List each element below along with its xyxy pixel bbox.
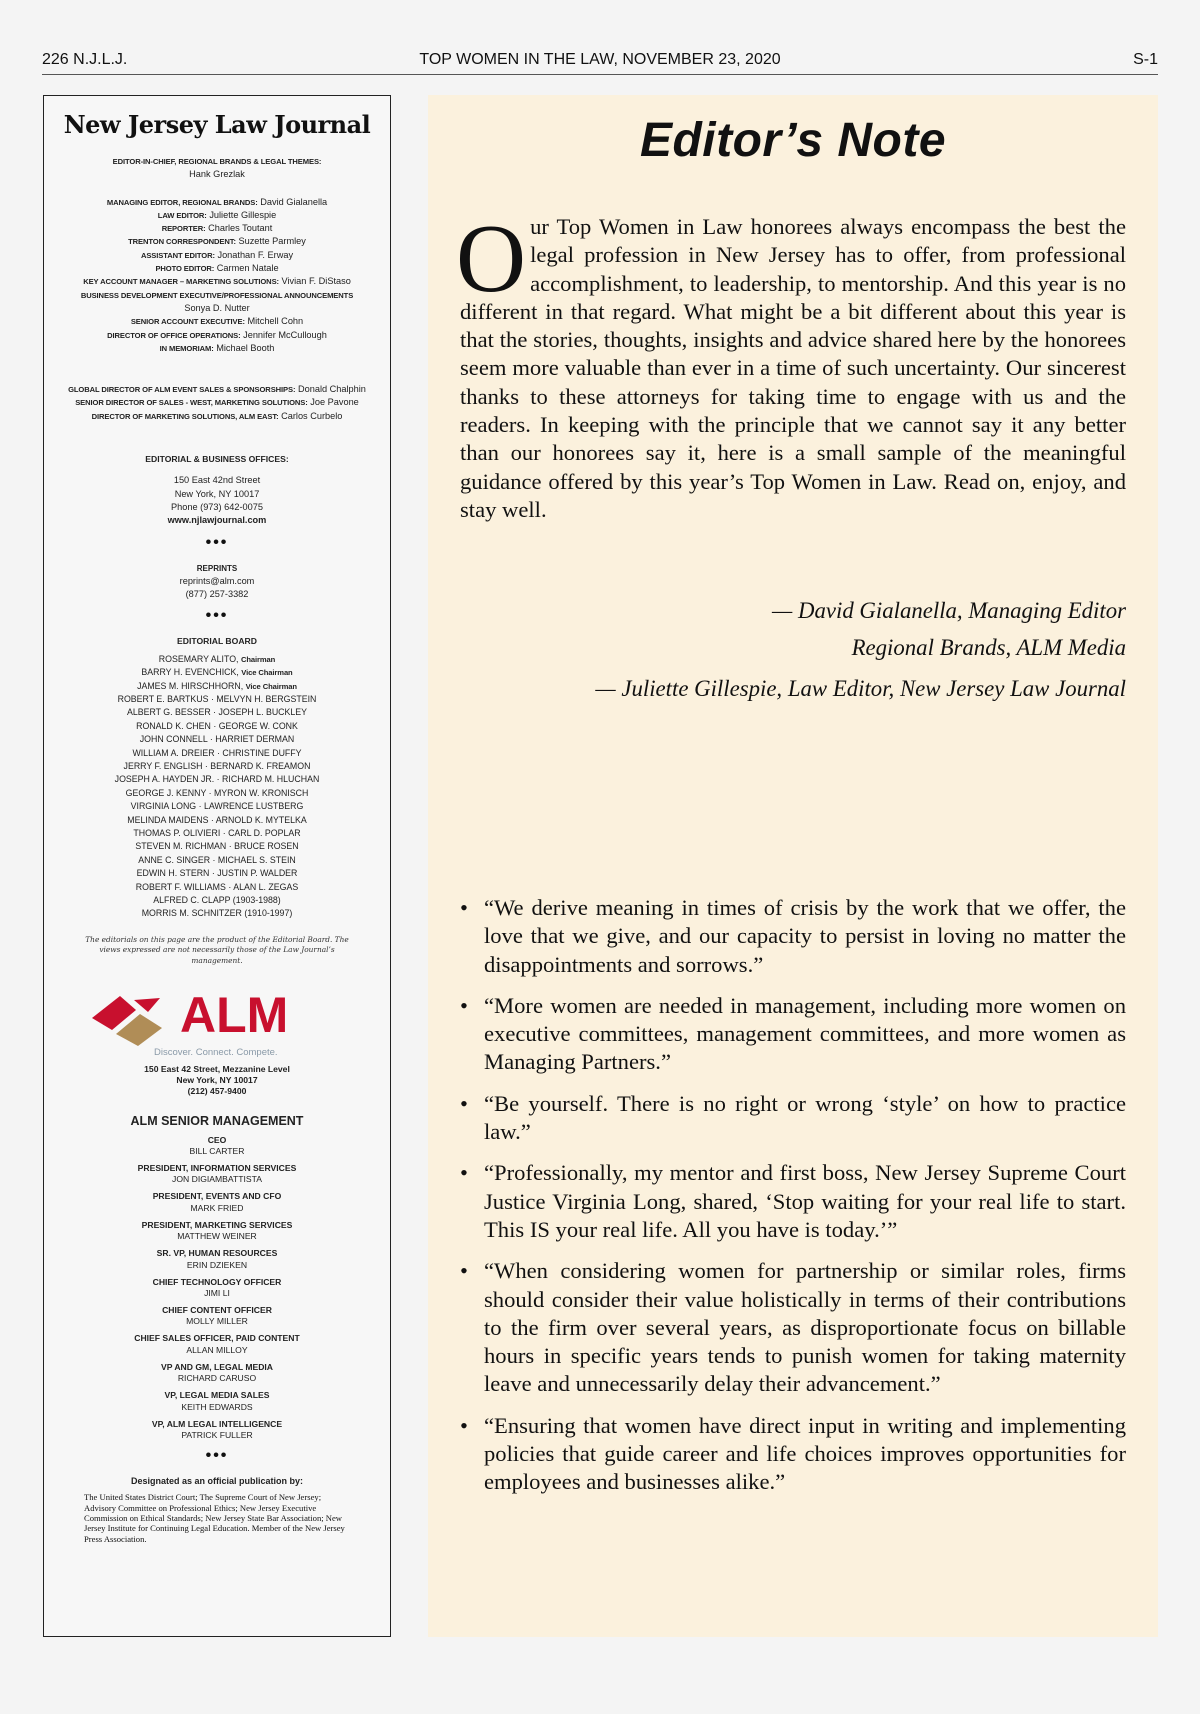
masthead-sidebar xyxy=(43,95,391,1637)
offices-address: 150 East 42nd Street xyxy=(173,475,261,486)
signature-line: — Juliette Gillespie, Law Editor, New Jersey Law Journal xyxy=(595,676,1126,701)
staff-entry: MANAGING EDITOR, REGIONAL BRANDS: David Gialanella xyxy=(106,196,328,207)
issue-title: TOP WOMEN IN THE LAW, NOVEMBER 23, 2020 xyxy=(419,51,781,68)
alm-logo xyxy=(44,988,390,1058)
staff-entry: REPORTER: Charles Toutant xyxy=(161,223,273,234)
offices-phone: Phone (973) 642-0075 xyxy=(171,501,263,512)
sales-staff-list xyxy=(44,383,390,423)
board-members: RONALD K. CHEN · GEORGE W. CONK xyxy=(136,720,298,731)
reprints-block xyxy=(44,562,390,602)
board-members: JOSEPH A. HAYDEN JR. · RICHARD M. HLUCHAN xyxy=(114,774,320,785)
list-item: • “Be yourself. There is no right or wrong ‘style’ on how to practice law.” xyxy=(460,1090,1126,1145)
staff-entry: PHOTO EDITOR: Carmen Natale xyxy=(155,263,279,274)
page-number-left: 226 N.J.L.J. xyxy=(42,51,128,68)
masthead-logo: New Jersey Law Journal xyxy=(63,110,371,139)
signature-line: — David Gialanella, Managing Editor xyxy=(772,598,1126,623)
board-members: VIRGINIA LONG · LAWRENCE LUSTBERG xyxy=(130,801,304,812)
staff-entry: GLOBAL DIRECTOR OF ALM EVENT SALES & SPONSORSHIPS: Donald Chalphin xyxy=(68,384,366,395)
staff-entry: IN MEMORIAM: Michael Booth xyxy=(159,342,275,353)
page-title: Editor’s Note xyxy=(639,114,947,167)
board-members: JOHN CONNELL · HARRIET DERMAN xyxy=(139,734,295,745)
editors-note-body xyxy=(456,205,1126,524)
board-members: ROBERT F. WILLIAMS · ALAN L. ZEGAS xyxy=(135,881,299,892)
alm-management: ALM SENIOR MANAGEMENT CEO BILL CARTER PRESIDENT, INFORMATION SERVICES JON DIGIAMBATTISTA PRESIDENT, EVENTS AND CFO MARK FRIED PRESIDENT, MARKETING SERVICES MATTHEW WEINER SR. VP, HUMAN RESOURCES ERIN DZIEKEN CHIEF TECHNOLOGY OFFICER JIMI LI CHIEF CONTENT OFFICER MOLLY MILLER CHIEF SALES OFFICER, PAID CONTENT ALLAN MILLOY VP AND GM, LEGAL MEDIA RICHARD CARUSO VP, LEGAL MEDIA SALES KEITH EDWARDS VP, ALM LEGAL INTELLIGENCE PATRICK FULLER xyxy=(44,1115,390,1441)
board-members: WILLIAM A. DREIER · CHRISTINE DUFFY xyxy=(132,747,302,758)
list-item: • “Ensuring that women have direct input in writing and implementing policies that guide career and life choices improves opportunities for employees and businesses alike.” xyxy=(460,1412,1126,1495)
logo-red-accent xyxy=(134,998,160,1012)
reprints-email[interactable]: reprints@alm.com xyxy=(179,575,255,586)
board-members: ROBERT E. BARTKUS · MELVYN H. BERGSTEIN xyxy=(117,693,317,704)
editors-note-panel xyxy=(428,95,1158,1637)
staff-entry: TRENTON CORRESPONDENT: Suzette Parmley xyxy=(128,236,306,247)
board-members: ANNE C. SINGER · MICHAEL S. STEIN xyxy=(138,854,296,865)
separator-dots: ••• xyxy=(205,1447,229,1465)
page-number-right: S-1 xyxy=(1133,51,1158,68)
reprints-label: REPRINTS xyxy=(196,563,238,573)
signature-line: Regional Brands, ALM Media xyxy=(851,635,1126,660)
board-memorial: ALFRED C. CLAPP (1903-1988) xyxy=(153,895,281,906)
board-members: STEVEN M. RICHMAN · BRUCE ROSEN xyxy=(135,841,299,852)
list-item: • “We derive meaning in times of crisis by the work that we offer, the love that we give, and our capacity to persist in loving no matter the disappointments and sorrows.” xyxy=(460,895,1126,977)
staff-entry: KEY ACCOUNT MANAGER – MARKETING SOLUTIONS: Vivian F. DiStaso xyxy=(83,276,351,287)
staff-list xyxy=(44,155,390,355)
board-members: EDWIN H. STERN · JUSTIN P. WALDER xyxy=(136,868,298,879)
offices-city: New York, NY 10017 xyxy=(174,488,260,499)
board-disclaimer: The editorials on this page are the product of the Editorial Board. The views expressed are not necessarily those of the Law Journal’s management. xyxy=(85,934,349,965)
reprints-phone: (877) 257-3382 xyxy=(185,589,249,600)
management-title: ALM SENIOR MANAGEMENT xyxy=(130,1114,304,1129)
separator-dots: ••• xyxy=(205,607,229,625)
list-item: • “More women are needed in management, including more women on executive committees, management committees, and more women as Managing Partners.” xyxy=(460,992,1126,1075)
staff-entry: ASSISTANT EDITOR: Jonathan F. Erway xyxy=(140,249,294,260)
designated-text: The United States District Court; The Supreme Court of New Jersey; Advisory Committee on Professional Ethics; New Jersey Executive Commission on Ethical Standards; New Jersey State Bar Association; New Jersey Institute for Continuing Legal Education. Member of the New Jersey Press Association. xyxy=(84,1492,345,1544)
editorial-board xyxy=(44,635,390,920)
board-memorial: MORRIS M. SCHNITZER (1910-1997) xyxy=(141,908,293,919)
board-members: GEORGE J. KENNY · MYRON W. KRONISCH xyxy=(125,787,309,798)
staff-entry: LAW EDITOR: Juliette Gillespie xyxy=(157,209,277,220)
alm-tagline: Discover. Connect. Compete. xyxy=(154,1047,278,1059)
separator-dots: ••• xyxy=(205,533,229,551)
list-item: • “When considering women for partnership or similar roles, firms should consider their value holistically in terms of their contributions to the firm over several years, as disproportionate focus on billable hours in specific years tends to punish women for taking maternity leave and unnecessarily delay their advancement.” xyxy=(460,1258,1126,1397)
staff-entry: SENIOR ACCOUNT EXECUTIVE: Mitchell Cohn xyxy=(130,316,304,327)
board-vice-chair: BARRY H. EVENCHICK, Vice Chairman xyxy=(141,667,293,678)
board-label: EDITORIAL BOARD xyxy=(177,636,257,647)
body-paragraph: ur Top Women in Law honorees always encompass the best the legal profession in New Jersey has to offer, from professional accomplishment, to leadership, to mentorship. And this year is no different in that regard. What might be a bit different about this year is that the stories, thoughts, insights and advice shared here by the honorees seem more valuable than ever in a time of such uncertainty. Our sincerest thanks to these attorneys for taking time to engage with us and the readers. In keeping with the principle that we cannot say it any better than our honorees say it, here is a small sample of the meaningful guidance offered by this year’s Top Women in Law. Read on, enjoy, and stay well. xyxy=(460,214,1126,522)
alm-address: 150 East 42 Street, Mezzanine Level New York, NY 10017 (212) 457-9400 xyxy=(144,1064,290,1097)
designated-title: Designated as an official publication by: xyxy=(130,1476,304,1487)
quotes-list xyxy=(460,894,1126,1510)
board-vice-chair: JAMES M. HIRSCHHORN, Vice Chairman xyxy=(137,680,297,691)
drop-cap: O xyxy=(456,205,527,312)
staff-entry: DIRECTOR OF MARKETING SOLUTIONS, ALM EAST: Carlos Curbelo xyxy=(91,410,343,421)
board-members: ALBERT G. BESSER · JOSEPH L. BUCKLEY xyxy=(126,707,308,718)
offices-label: EDITORIAL & BUSINESS OFFICES: xyxy=(145,454,289,465)
offices-block xyxy=(44,453,390,527)
board-chair: ROSEMARY ALITO, Chairman xyxy=(158,653,276,664)
board-members: JERRY F. ENGLISH · BERNARD K. FREAMON xyxy=(123,760,311,771)
offices-website[interactable]: www.njlawjournal.com xyxy=(167,515,267,526)
board-members: THOMAS P. OLIVIERI · CARL D. POPLAR xyxy=(133,828,301,838)
staff-entry: DIRECTOR OF OFFICE OPERATIONS: Jennifer McCullough xyxy=(107,329,327,340)
staff-entry: SENIOR DIRECTOR OF SALES - WEST, MARKETING SOLUTIONS: Joe Pavone xyxy=(75,397,359,408)
staff-entry: BUSINESS DEVELOPMENT EXECUTIVE/PROFESSIONAL ANNOUNCEMENTS Sonya D. Nutter xyxy=(80,290,354,313)
alm-logo-text: ALM xyxy=(180,988,289,1044)
board-members: MELINDA MAIDENS · ARNOLD K. MYTELKA xyxy=(127,814,307,825)
page-header xyxy=(42,48,1158,75)
alm-logo-mark xyxy=(92,988,342,1048)
list-item: • “Professionally, my mentor and first boss, New Jersey Supreme Court Justice Virginia Long, shared, ‘Stop waiting for your real life to start. This IS your real life. All you have is today.’” xyxy=(460,1160,1126,1242)
staff-entry: EDITOR-IN-CHIEF, REGIONAL BRANDS & LEGAL THEMES: Hank Grezlak xyxy=(112,157,322,180)
